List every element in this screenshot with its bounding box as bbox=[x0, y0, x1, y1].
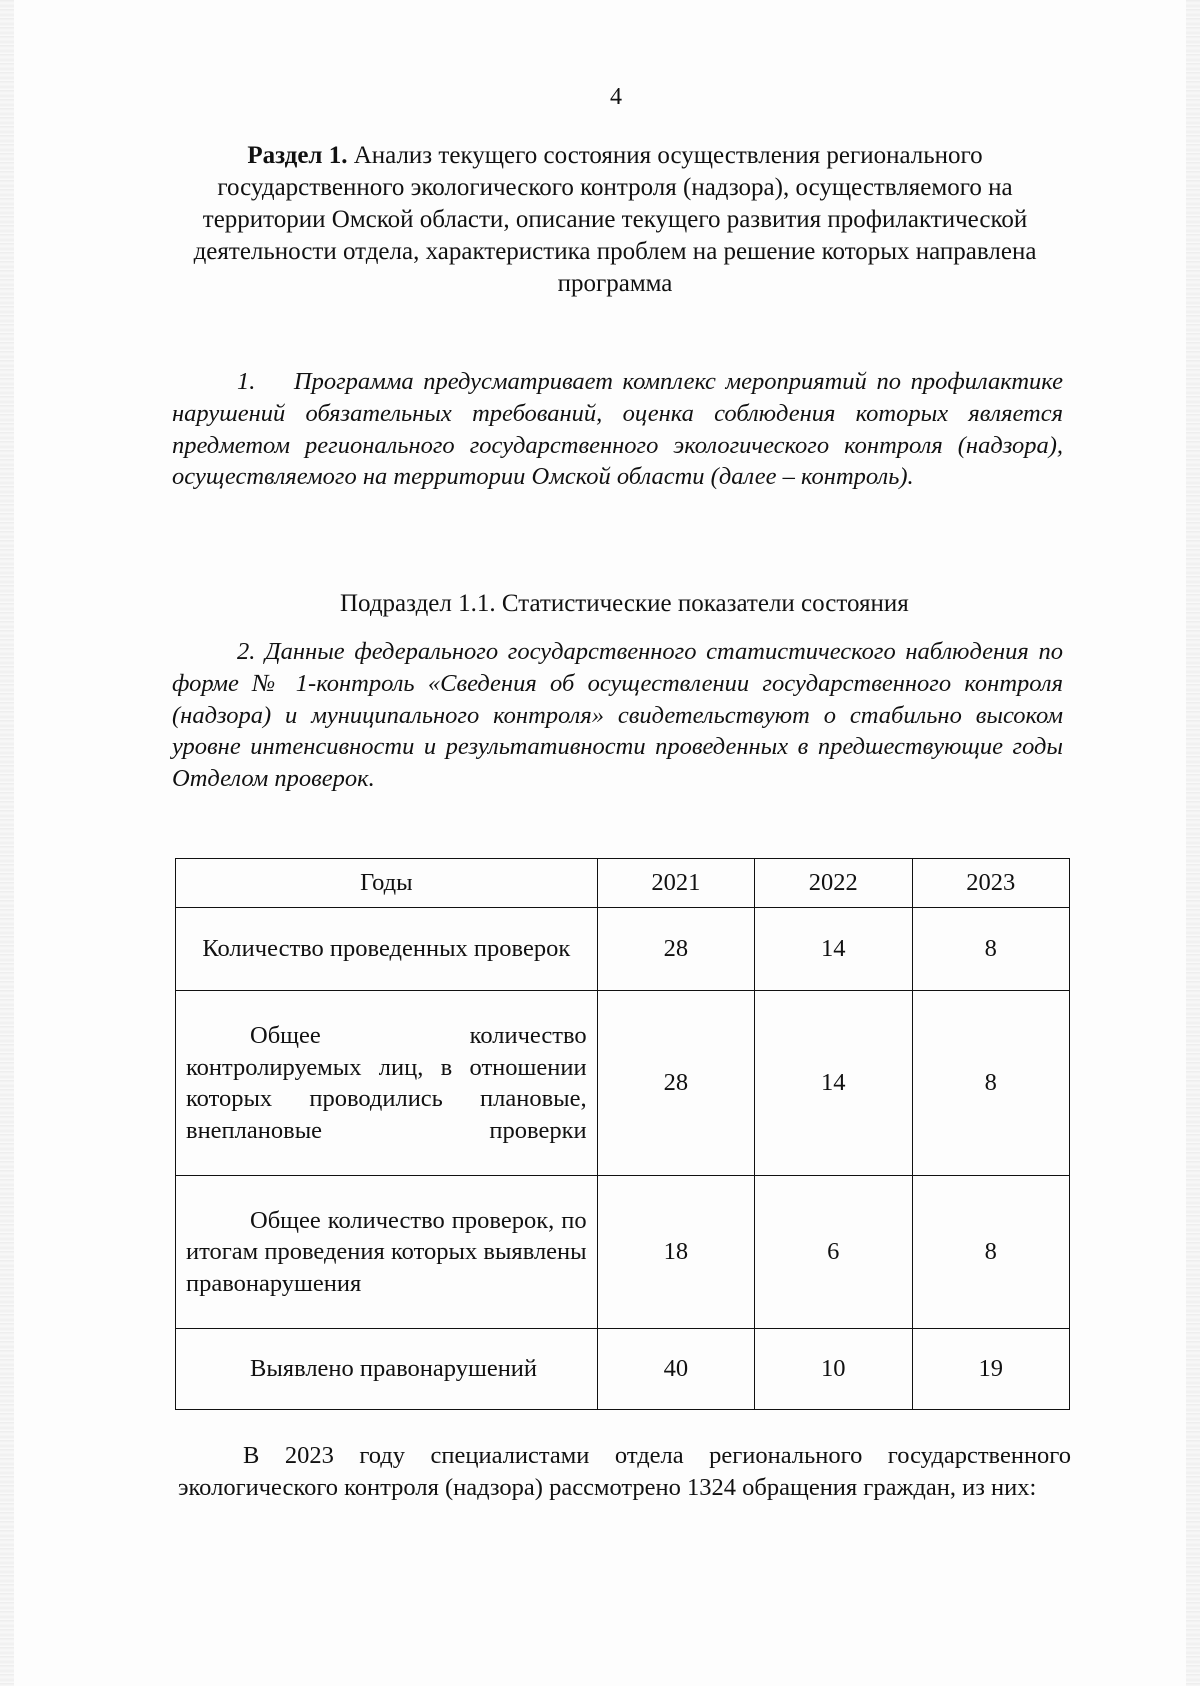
table-header-label: Годы bbox=[176, 859, 598, 908]
table-cell-value: 8 bbox=[912, 1176, 1069, 1329]
table-header-year-2021: 2021 bbox=[597, 859, 754, 908]
table-cell-value: 8 bbox=[912, 908, 1069, 991]
page-number: 4 bbox=[610, 84, 622, 110]
table-cell-value: 14 bbox=[755, 908, 912, 991]
table-header-year-2022: 2022 bbox=[755, 859, 912, 908]
table-row-label: Количество проведенных проверок bbox=[202, 935, 571, 963]
table-cell-value: 40 bbox=[597, 1329, 754, 1410]
table-row bbox=[176, 991, 1070, 1176]
table-row bbox=[176, 908, 1070, 991]
scan-edge-left bbox=[0, 0, 14, 1686]
table-cell-value: 28 bbox=[597, 908, 754, 991]
table-row-label: Общее количество контролируемых лиц, в отношении которых проводились плановые, внеплановые проверки bbox=[186, 1022, 587, 1144]
table-row-label-cell bbox=[176, 1176, 598, 1329]
paragraph-3: В 2023 году специалистами отдела регионального государственного экологического контроля (надзора) рассмотрено 1324 обращения граждан, из них: bbox=[178, 1442, 1071, 1501]
table-cell-value: 28 bbox=[597, 991, 754, 1176]
table-header-year-2023: 2023 bbox=[912, 859, 1069, 908]
table-cell-value: 14 bbox=[755, 991, 912, 1176]
table-cell-value: 6 bbox=[755, 1176, 912, 1329]
table-row-label-cell bbox=[176, 908, 598, 991]
table-header-row bbox=[176, 859, 1070, 908]
table-row-label-cell bbox=[176, 991, 598, 1176]
paragraph-1: 1. Программа предусматривает комплекс мероприятий по профилактике нарушений обязательных требований, оценка соблюдения которых является предметом регионального государственного экологического контроля (надзора), осуществляемого на территории Омской области (далее – контроль). bbox=[172, 368, 1063, 491]
table-cell-value: 8 bbox=[912, 991, 1069, 1176]
table-cell-value: 19 bbox=[912, 1329, 1069, 1410]
table-row-label: Выявлено правонарушений bbox=[250, 1355, 538, 1383]
table-row-label-cell bbox=[176, 1329, 598, 1410]
table-row bbox=[176, 1176, 1070, 1329]
section-heading-title: Анализ текущего состояния осуществления регионального государственного экологического контроля (надзора), осуществляемого на территории Омской области, описание текущего развития профилактической деятельности отдела, характеристика проблем на решение которых направлена программа bbox=[193, 142, 1037, 297]
table-cell-value: 10 bbox=[755, 1329, 912, 1410]
subsection-heading: Подраздел 1.1. Статистические показатели состояния bbox=[340, 590, 909, 617]
table-cell-value: 18 bbox=[597, 1176, 754, 1329]
statistics-table bbox=[175, 858, 1070, 1410]
table-row-label: Общее количество проверок, по итогам проведения которых выявлены правонарушения bbox=[186, 1206, 587, 1297]
table-row bbox=[176, 1329, 1070, 1410]
section-heading-lead: Раздел 1. bbox=[247, 142, 348, 169]
section-heading bbox=[172, 140, 1058, 300]
scan-edge-right bbox=[1186, 0, 1200, 1686]
paragraph-2: 2. Данные федерального государственного статистического наблюдения по форме № 1-контроль «Сведения об осуществлении государственного контроля (надзора) и муниципального контроля» свидетельствуют о стабильно высоком уровне интенсивности и результативности проведенных в предшествующие годы Отделом проверок. bbox=[172, 638, 1063, 793]
